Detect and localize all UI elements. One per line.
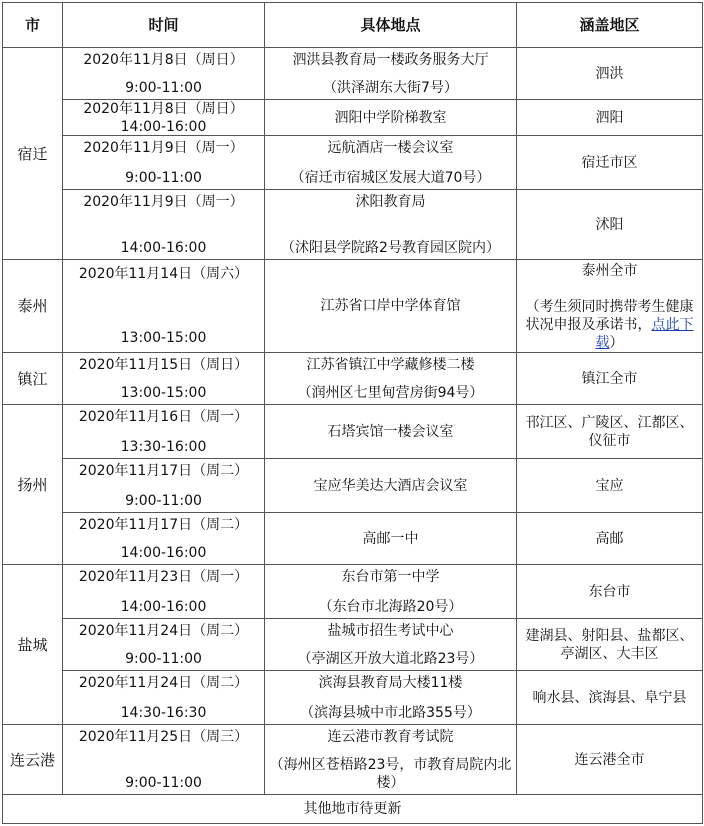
place-name: 东台市第一中学 bbox=[341, 568, 440, 585]
table-row bbox=[3, 100, 703, 136]
date-text: 2020年11月17日（周二） bbox=[78, 462, 249, 479]
place-cell bbox=[265, 190, 517, 260]
hours-text: 9:00-11:00 bbox=[125, 650, 202, 667]
hours-text: 14:00-16:00 bbox=[120, 239, 207, 256]
hours-text: 13:30-16:00 bbox=[120, 438, 207, 455]
place-cell bbox=[265, 100, 517, 136]
area-name: 泰州全市 bbox=[581, 263, 638, 279]
place-cell bbox=[265, 353, 517, 405]
area-name: 建湖县、射阳县、盐都区、亭湖区、大丰区 bbox=[525, 627, 694, 662]
header-row bbox=[3, 3, 703, 48]
place-address: （沭阳县学院路2号教育园区院内） bbox=[281, 239, 500, 256]
area-name: 高邮 bbox=[595, 530, 624, 547]
hours-text: 9:00-11:00 bbox=[125, 492, 202, 509]
place-name: 石塔宾馆一楼会议室 bbox=[327, 423, 454, 440]
date-text: 2020年11月14日（周六） bbox=[78, 266, 249, 282]
time-cell bbox=[63, 405, 265, 459]
table-row bbox=[3, 565, 703, 619]
area-cell bbox=[517, 260, 703, 353]
area-note-text: （考生须同时携带考生健康状况申报及承诺书， bbox=[525, 299, 694, 333]
time-cell bbox=[63, 100, 265, 136]
date-text: 2020年11月16日（周一） bbox=[78, 408, 249, 425]
table-row bbox=[3, 619, 703, 671]
place-name: 宝应华美达大酒店会议室 bbox=[313, 477, 468, 494]
date-text: 2020年11月8日（周日） bbox=[83, 51, 244, 68]
date-text: 2020年11月15日（周日） bbox=[78, 356, 249, 373]
place-cell bbox=[265, 725, 517, 795]
area-cell bbox=[517, 48, 703, 100]
area-name: 镇江全市 bbox=[581, 370, 638, 387]
place-address: （东台市北海路20号） bbox=[318, 598, 463, 615]
area-cell bbox=[517, 725, 703, 795]
time-cell bbox=[63, 513, 265, 565]
header-place: 具体地点 bbox=[265, 3, 517, 48]
city-cell: 连云港 bbox=[3, 725, 63, 795]
hours-text: 9:00-11:00 bbox=[125, 774, 202, 791]
city-cell: 宿迁 bbox=[3, 48, 63, 260]
area-cell bbox=[517, 671, 703, 725]
time-cell bbox=[63, 725, 265, 795]
place-cell bbox=[265, 48, 517, 100]
area-note bbox=[521, 298, 698, 352]
place-name: 沭阳教育局 bbox=[355, 193, 426, 210]
hours-text: 14:30-16:30 bbox=[120, 704, 207, 721]
place-cell bbox=[265, 459, 517, 513]
area-cell bbox=[517, 459, 703, 513]
date-text: 2020年11月23日（周一） bbox=[78, 568, 249, 585]
area-cell bbox=[517, 353, 703, 405]
place-cell bbox=[265, 260, 517, 353]
city-cell: 泰州 bbox=[3, 260, 63, 353]
time-cell bbox=[63, 565, 265, 619]
hours-text: 13:00-15:00 bbox=[120, 384, 207, 401]
place-cell bbox=[265, 565, 517, 619]
date-text: 2020年11月24日（周二） bbox=[78, 622, 249, 639]
place-address: （亭湖区开放大道北路23号） bbox=[297, 650, 484, 667]
area-note-close: ） bbox=[609, 335, 624, 351]
hours-text: 9:00-11:00 bbox=[125, 169, 202, 186]
place-address: （滨海县城中市北路355号） bbox=[300, 704, 481, 721]
place-cell bbox=[265, 405, 517, 459]
area-name: 泗阳 bbox=[595, 109, 624, 126]
hours-text: 14:00-16:00 bbox=[120, 118, 207, 135]
area-name: 泗洪 bbox=[595, 65, 624, 82]
time-cell bbox=[63, 353, 265, 405]
area-name: 宝应 bbox=[595, 477, 624, 494]
area-cell bbox=[517, 405, 703, 459]
hours-text: 9:00-11:00 bbox=[125, 79, 202, 96]
time-cell bbox=[63, 48, 265, 100]
time-cell bbox=[63, 190, 265, 260]
place-name: 远航酒店一楼会议室 bbox=[327, 139, 454, 156]
area-cell bbox=[517, 513, 703, 565]
time-cell bbox=[63, 671, 265, 725]
place-cell bbox=[265, 513, 517, 565]
table-body bbox=[3, 48, 703, 795]
table-row bbox=[3, 725, 703, 795]
city-cell: 镇江 bbox=[3, 353, 63, 405]
place-address: （海州区苍梧路23号，市教育局院内北楼） bbox=[269, 756, 512, 791]
place-cell bbox=[265, 619, 517, 671]
footer-row bbox=[3, 795, 703, 824]
hours-text: 13:00-15:00 bbox=[120, 330, 207, 346]
header-area: 涵盖地区 bbox=[517, 3, 703, 48]
date-text: 2020年11月9日（周一） bbox=[83, 139, 244, 156]
place-name: 泗洪县教育局一楼政务服务大厅 bbox=[292, 51, 489, 68]
place-name: 江苏省口岸中学体育馆 bbox=[320, 298, 461, 314]
place-name: 江苏省镇江中学藏修楼二楼 bbox=[306, 356, 475, 373]
footer-note: 其他地市待更新 bbox=[3, 795, 703, 824]
hours-text: 14:00-16:00 bbox=[120, 544, 207, 561]
time-cell bbox=[63, 619, 265, 671]
place-cell bbox=[265, 136, 517, 190]
city-cell: 盐城 bbox=[3, 565, 63, 725]
area-cell bbox=[517, 100, 703, 136]
city-cell: 扬州 bbox=[3, 405, 63, 565]
area-cell bbox=[517, 190, 703, 260]
header-city: 市 bbox=[3, 3, 63, 48]
place-name: 连云港市教育考试院 bbox=[327, 728, 454, 745]
place-address: （洪泽湖东大街7号） bbox=[323, 79, 458, 96]
place-address: （宿迁市宿城区发展大道70号） bbox=[290, 169, 491, 186]
date-text: 2020年11月17日（周二） bbox=[78, 516, 249, 533]
place-cell bbox=[265, 671, 517, 725]
date-text: 2020年11月8日（周日） bbox=[83, 100, 244, 117]
area-cell bbox=[517, 619, 703, 671]
table-row bbox=[3, 405, 703, 459]
area-name: 连云港全市 bbox=[574, 751, 645, 768]
table-row bbox=[3, 48, 703, 100]
schedule-table bbox=[2, 2, 703, 824]
table-row bbox=[3, 671, 703, 725]
date-text: 2020年11月24日（周二） bbox=[78, 674, 249, 691]
area-cell bbox=[517, 136, 703, 190]
area-cell bbox=[517, 565, 703, 619]
time-cell bbox=[63, 459, 265, 513]
place-name: 盐城市招生考试中心 bbox=[327, 622, 454, 639]
table-row bbox=[3, 353, 703, 405]
hours-text: 14:00-16:00 bbox=[120, 598, 207, 615]
area-name: 邗江区、广陵区、江都区、仪征市 bbox=[525, 414, 694, 449]
area-name: 东台市 bbox=[588, 583, 631, 600]
header-time: 时间 bbox=[63, 3, 265, 48]
table-row bbox=[3, 513, 703, 565]
place-name: 泗阳中学阶梯教室 bbox=[334, 109, 447, 126]
table-row bbox=[3, 136, 703, 190]
time-cell bbox=[63, 260, 265, 353]
table-row bbox=[3, 260, 703, 353]
area-name: 响水县、滨海县、阜宁县 bbox=[532, 689, 687, 706]
place-name: 高邮一中 bbox=[362, 530, 419, 547]
date-text: 2020年11月9日（周一） bbox=[83, 193, 244, 210]
date-text: 2020年11月25日（周三） bbox=[78, 728, 249, 745]
area-name: 宿迁市区 bbox=[581, 154, 638, 171]
table-row bbox=[3, 190, 703, 260]
download-link[interactable]: 点此下载 bbox=[595, 317, 694, 351]
place-name: 滨海县教育局大楼11楼 bbox=[318, 674, 463, 691]
table-row bbox=[3, 459, 703, 513]
place-address: （润州区七里甸营房街94号） bbox=[297, 384, 484, 401]
time-cell bbox=[63, 136, 265, 190]
area-name: 沭阳 bbox=[595, 216, 624, 233]
